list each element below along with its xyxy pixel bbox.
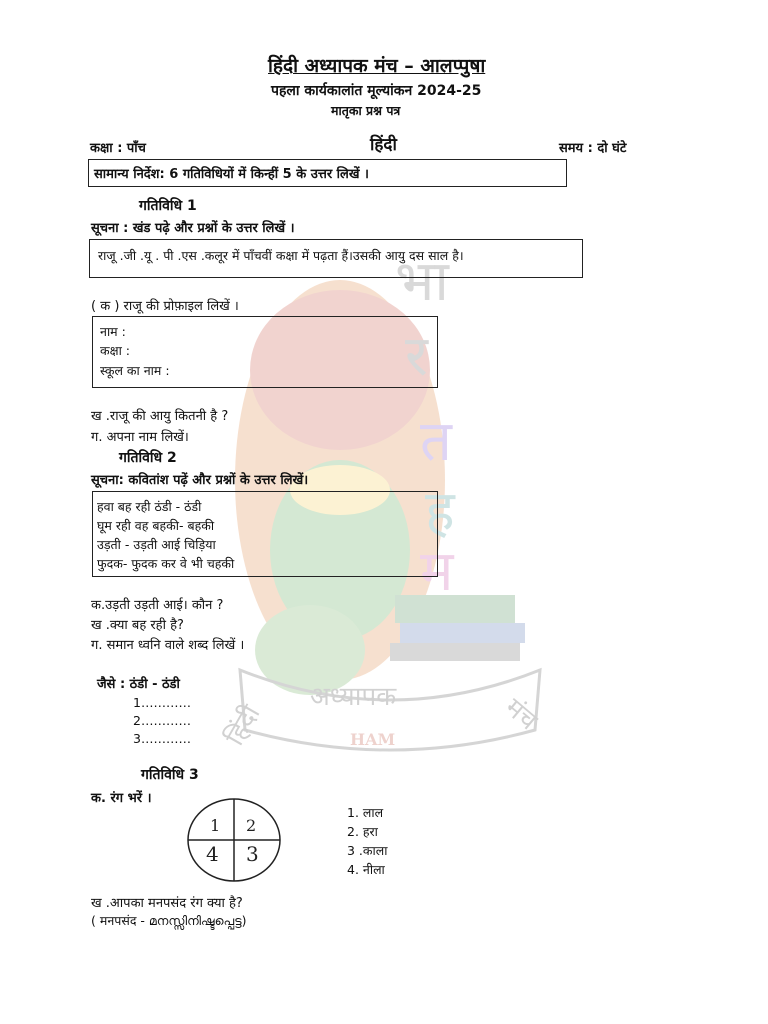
- color-option-2: 2. हरा: [347, 824, 378, 839]
- watermark-vertical-1: भा: [395, 249, 449, 314]
- circle-quadrant-3: 3: [246, 842, 259, 866]
- color-option-3: 3 .काला: [347, 843, 388, 858]
- poem-line-2: घूम रही वह बहकी- बहकी: [97, 518, 215, 533]
- profile-field-class: कक्षा :: [100, 343, 130, 358]
- question-1b: ख .राजू की आयु कितनी है ?: [91, 409, 229, 424]
- profile-field-name: नाम :: [100, 324, 126, 339]
- question-3b: ख .आपका मनपसंद रंग क्या है?: [91, 896, 243, 911]
- watermark-vertical-4: ह: [425, 479, 455, 544]
- page-title: हिंदी अध्यापक मंच – आलप्पुषा: [268, 55, 486, 77]
- color-circle-icon: [186, 797, 282, 883]
- time-label: समय : दो घंटे: [559, 141, 627, 156]
- books-icon: [390, 595, 525, 661]
- activity-3-heading: गतिविधि 3: [141, 767, 199, 783]
- activity-2-note: सूचना: कवितांश पढ़ें और प्रश्नों के उत्तर लिखें।: [91, 473, 309, 488]
- question-2b: ख .क्या बह रही है?: [91, 618, 184, 633]
- poem-line-3: उड़ती - उड़ती आई चिड़िया: [97, 537, 216, 552]
- question-3b-hint: ( मनपसंद - മനസ്സിനിഷ്ടപ്പെട്ട): [91, 913, 247, 928]
- paper-type: मातृका प्रश्न पत्र: [331, 103, 401, 118]
- watermark-vertical-5: म: [420, 539, 454, 604]
- profile-field-school: स्कूल का नाम :: [100, 363, 170, 378]
- question-2a: क.उड़ती उड़ती आई। कौन ?: [91, 598, 224, 613]
- blank-line-2: 2…………: [133, 713, 191, 728]
- activity-1-note: सूचना : खंड पढ़े और प्रश्नों के उत्तर लिखें ।: [91, 221, 295, 236]
- blank-line-3: 3…………: [133, 731, 191, 746]
- color-option-4: 4. नीला: [347, 862, 385, 877]
- poem-line-4: फुदक- फुदक कर वे भी चहकी: [97, 556, 235, 571]
- color-option-1: 1. लाल: [347, 805, 384, 820]
- class-label: कक्षा : पाँच: [90, 141, 146, 156]
- watermark-right-text: मंच: [499, 692, 543, 737]
- exam-subtitle: पहला कार्यकालांत मूल्यांकन 2024-25: [271, 83, 482, 99]
- watermark-vertical-2: र: [405, 324, 428, 389]
- circle-quadrant-1: 1: [210, 816, 221, 835]
- passage-text: राजू .जी .यू . पी .एस .कलूर में पाँचवीं कक्षा में पढ़ता हैं।उसकी आयु दस साल है।: [98, 248, 464, 263]
- question-1a: ( क ) राजू की प्रोफ़ाइल लिखें ।: [91, 299, 239, 314]
- watermark-left-text: हिंदी: [220, 700, 267, 751]
- question-3a: क. रंग भरें ।: [91, 791, 152, 806]
- general-instructions: सामान्य निर्देश: 6 गतिविधियों में किन्हीं 5 के उत्तर लिखें ।: [94, 167, 369, 182]
- activity-2-heading: गतिविधि 2: [119, 450, 177, 466]
- poem-line-1: हवा बह रही ठंडी - ठंडी: [97, 499, 202, 514]
- watermark-main-text: अध्यापक: [310, 682, 397, 712]
- activity-1-heading: गतिविधि 1: [139, 198, 197, 214]
- watermark-vertical-3: त: [420, 409, 452, 474]
- example-text: जैसे : ठंडी - ठंडी: [97, 677, 180, 692]
- subject-label: हिंदी: [370, 135, 397, 155]
- watermark-ham-text: HAM: [350, 730, 396, 749]
- question-2c: ग. समान ध्वनि वाले शब्द लिखें ।: [91, 638, 245, 653]
- question-1c: ग. अपना नाम लिखें।: [91, 430, 189, 445]
- circle-quadrant-2: 2: [246, 816, 257, 835]
- blank-line-1: 1…………: [133, 695, 191, 710]
- circle-quadrant-4: 4: [206, 842, 219, 866]
